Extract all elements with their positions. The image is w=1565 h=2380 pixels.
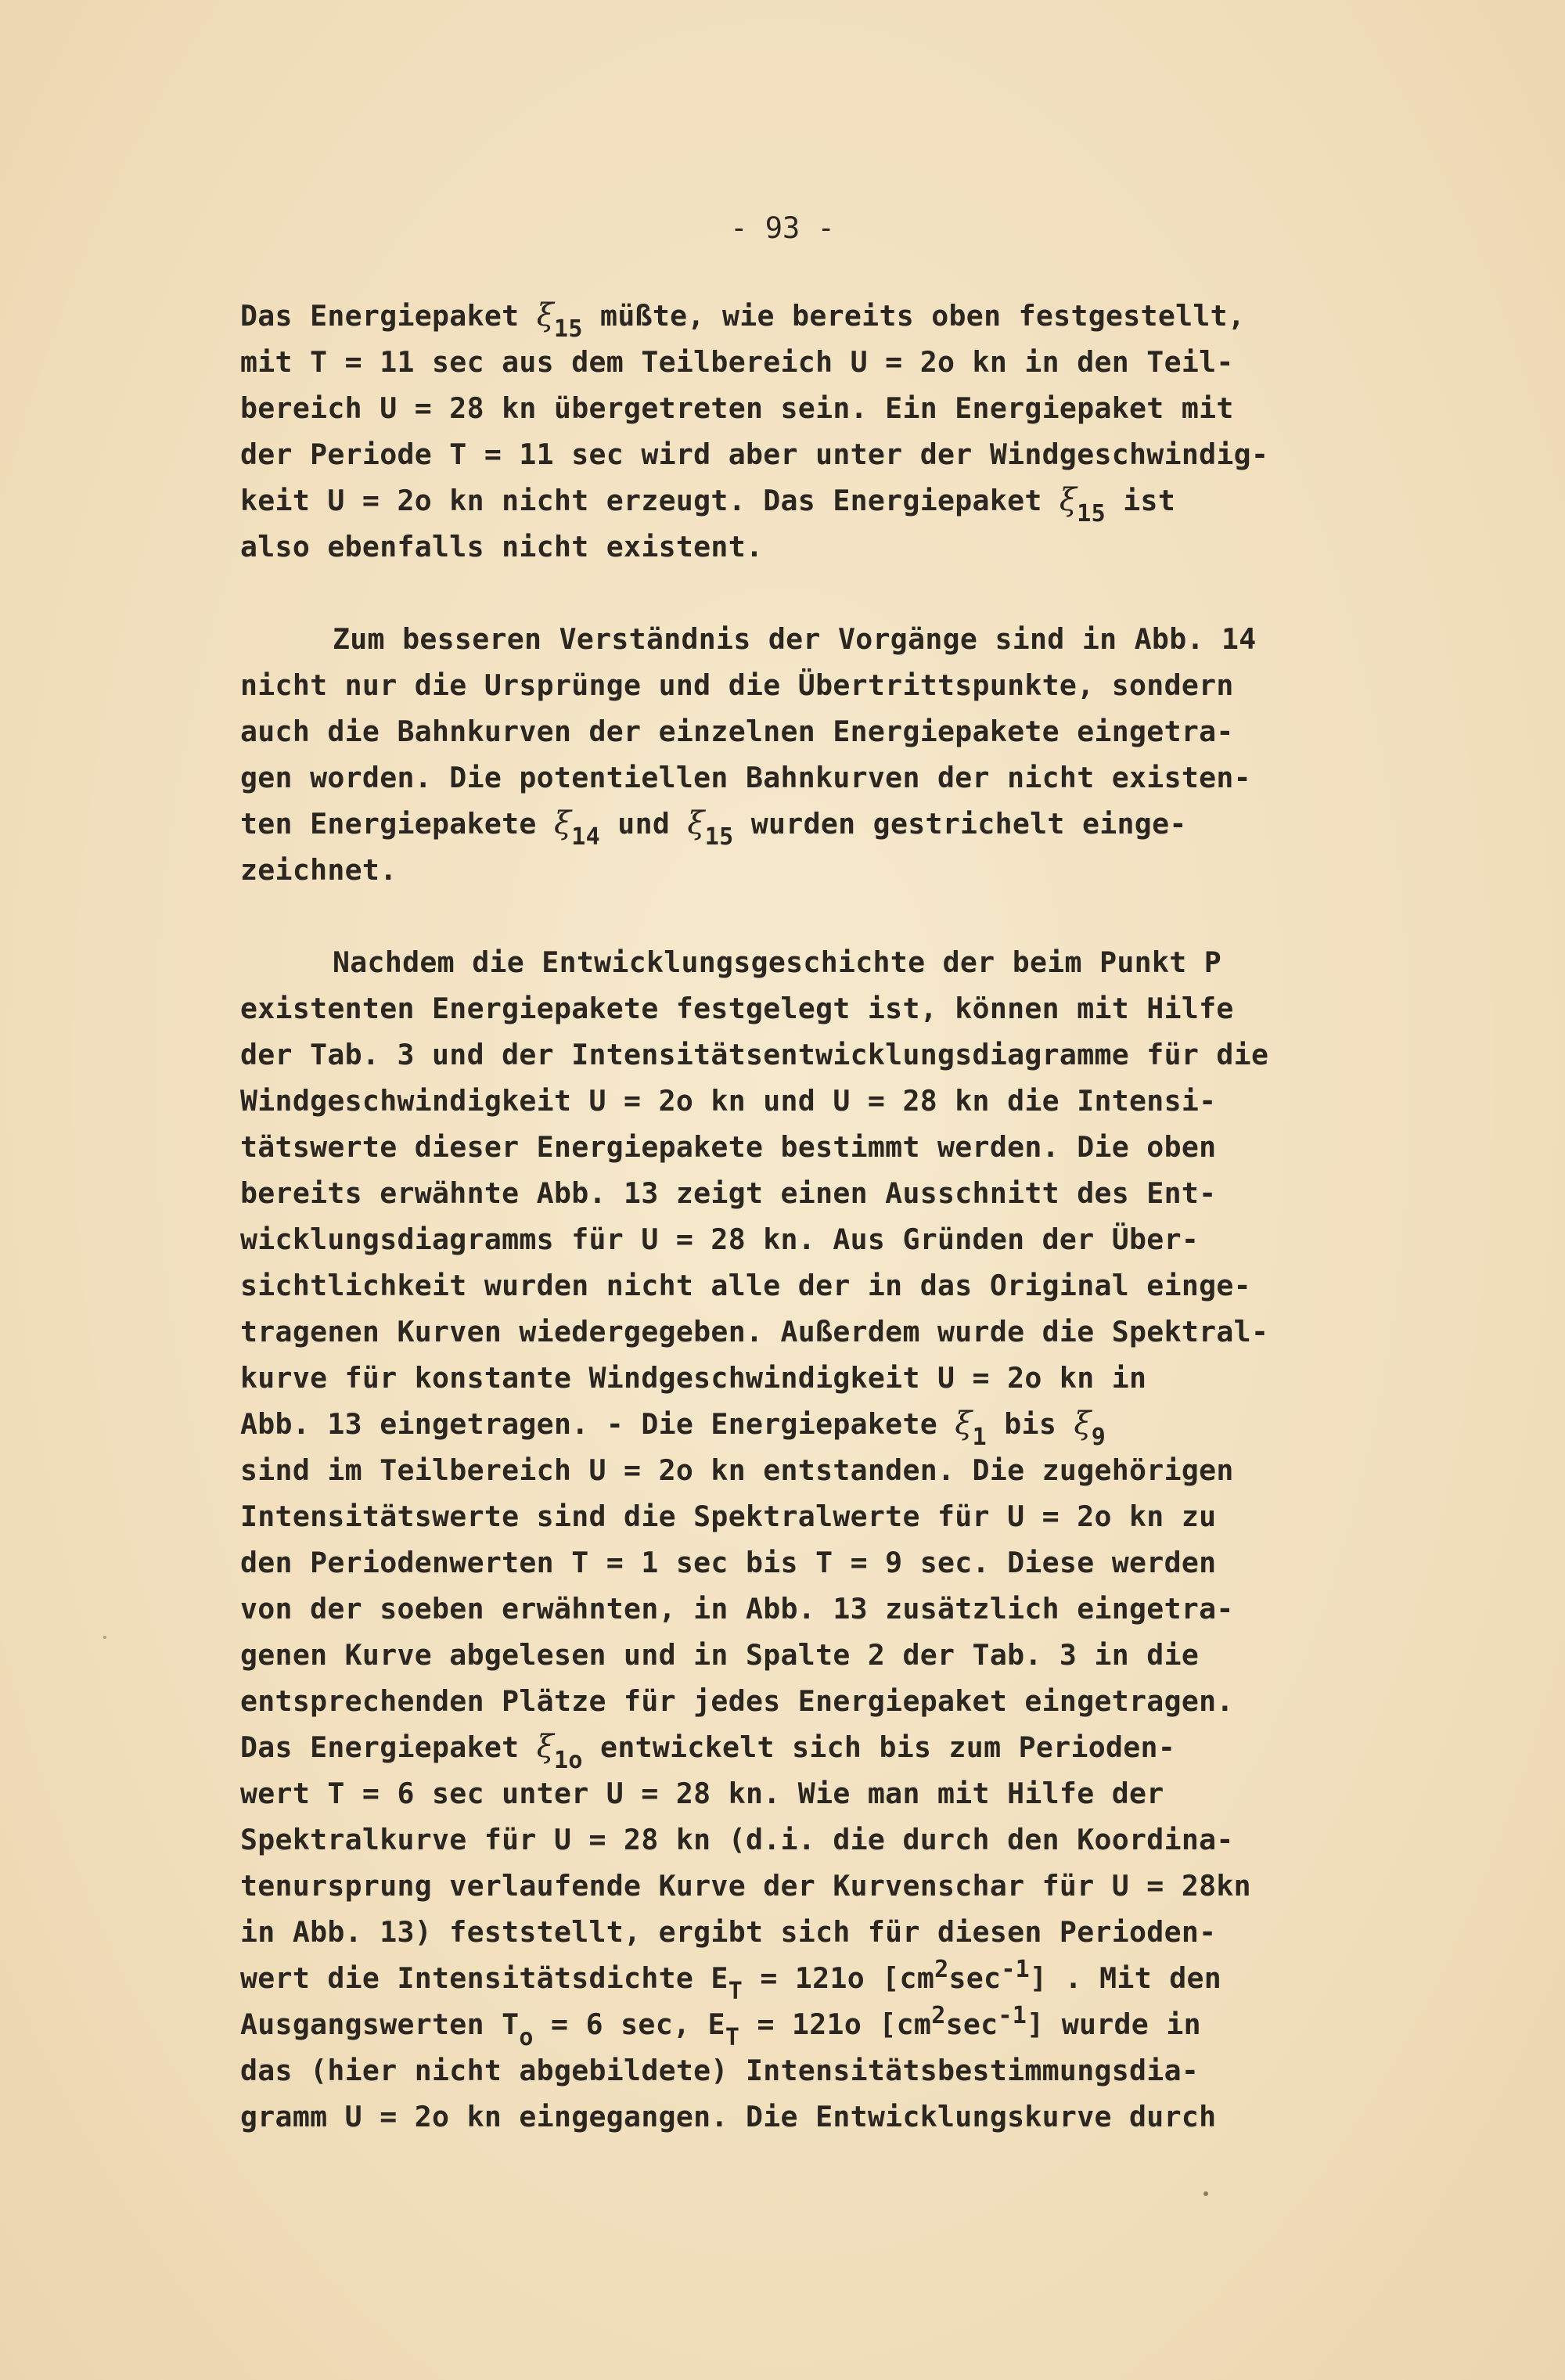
text-line: in Abb. 13) feststellt, ergibt sich für diesen Perioden- [240,1915,1217,1949]
text-line: wicklungsdiagramms für U = 28 kn. Aus Gründen der Über- [240,1222,1200,1256]
xi-symbol: ξ [687,805,705,841]
text-line: sichtlichkeit wurden nicht alle der in das Original einge- [240,1269,1251,1302]
text-line: der Periode T = 11 sec wird aber unter der Windgeschwindig- [240,437,1269,471]
text-line: den Periodenwerten T = 1 sec bis T = 9 sec. Diese werden [240,1546,1217,1579]
text-line: bereich U = 28 kn übergetreten sein. Ein Energiepaket mit [240,391,1234,425]
text-line: auch die Bahnkurven der einzelnen Energiepakete eingetra- [240,715,1234,748]
text-line: Zum besseren Verständnis der Vorgänge sind in Abb. 14 [333,622,1257,656]
text-line: zeichnet. [240,853,398,887]
xi-symbol: ξ [553,805,572,841]
text-line: tenursprung verlaufende Kurve der Kurvenschar für U = 28kn [240,1869,1251,1903]
text-line: mit T = 11 sec aus dem Teilbereich U = 2o kn in den Teil- [240,345,1234,379]
text-line: wert die Intensitätsdichte $E_T = 121o$ $[cm^2\sec^{-1}]$ . Mit den [240,1956,1222,2005]
text-line: Intensitätswerte sind die Spektralwerte für U = 2o kn zu [240,1500,1217,1533]
text-line: sind im Teilbereich U = 2o kn entstanden. Die zugehörigen [240,1453,1234,1487]
page-number: - 93 - [730,211,835,245]
text-line: existenten Energiepakete festgelegt ist, können mit Hilfe [240,992,1234,1025]
text-line: nicht nur die Ursprünge und die Übertrittspunkte, sondern [240,668,1234,702]
xi-symbol: ξ [1074,1406,1092,1442]
text-line: von der soeben erwähnten, in Abb. 13 zusätzlich eingetra- [240,1592,1234,1626]
text-line: Ausgangswerten $T_o = 6$ sec, $E_T = 121o$ $[cm^2\sec^{-1}]$ wurde in [240,2002,1201,2051]
text-line: Windgeschwindigkeit U = 2o kn und U = 28 kn die Intensi- [240,1084,1217,1118]
text-line: gramm U = 2o kn eingegangen. Die Entwicklungskurve durch [240,2100,1217,2133]
xi-symbol: ξ [536,1729,555,1765]
text-line: das (hier nicht abgebildete) Intensitätsbestimmungsdia- [240,2054,1200,2087]
text-line: gen worden. Die potentiellen Bahnkurven der nicht existen- [240,761,1251,794]
text-line: ten Energiepakete $\xi_{14}$ und $\xi_{15}$ wurden gestrichelt einge- [240,805,1187,851]
text-line: Spektralkurve für U = 28 kn (d.i. die durch den Koordina- [240,1823,1234,1856]
text-line: Das Energiepaket $\xi_{15}$ müßte, wie bereits oben festgestellt, [240,297,1246,343]
text-line: der Tab. 3 und der Intensitätsentwicklungsdiagramme für die [240,1038,1269,1071]
text-line: entsprechenden Plätze für jedes Energiepaket eingetragen. [240,1684,1234,1718]
text-line: Abb. 13 eingetragen. - Die Energiepakete $\xi_1$ bis $\xi_9$ [240,1406,1106,1451]
text-line: also ebenfalls nicht existent. [240,530,764,563]
text-line: kurve für konstante Windgeschwindigkeit U = 2o kn in [240,1361,1147,1395]
text-line: Nachdem die Entwicklungsgeschichte der beim Punkt P [333,945,1222,979]
text-line: bereits erwähnte Abb. 13 zeigt einen Ausschnitt des Ent- [240,1176,1217,1210]
paper-speck [1203,2191,1208,2196]
xi-symbol: ξ [536,297,555,333]
text-line: tätswerte dieser Energiepakete bestimmt werden. Die oben [240,1130,1217,1164]
text-line: wert T = 6 sec unter U = 28 kn. Wie man mit Hilfe der [240,1777,1164,1810]
text-line: tragenen Kurven wiedergegeben. Außerdem wurde die Spektral- [240,1315,1269,1348]
text-line: keit U = 2o kn nicht erzeugt. Das Energiepaket $\xi_{15}$ ist [240,482,1176,527]
xi-symbol: ξ [1059,482,1078,518]
text-line: Das Energiepaket $\xi_{1o}$ entwickelt sich bis zum Perioden- [240,1729,1176,1774]
text-line: genen Kurve abgelesen und in Spalte 2 der Tab. 3 in die [240,1638,1200,1672]
paper-speck [103,1636,106,1639]
xi-symbol: ξ [955,1406,973,1442]
